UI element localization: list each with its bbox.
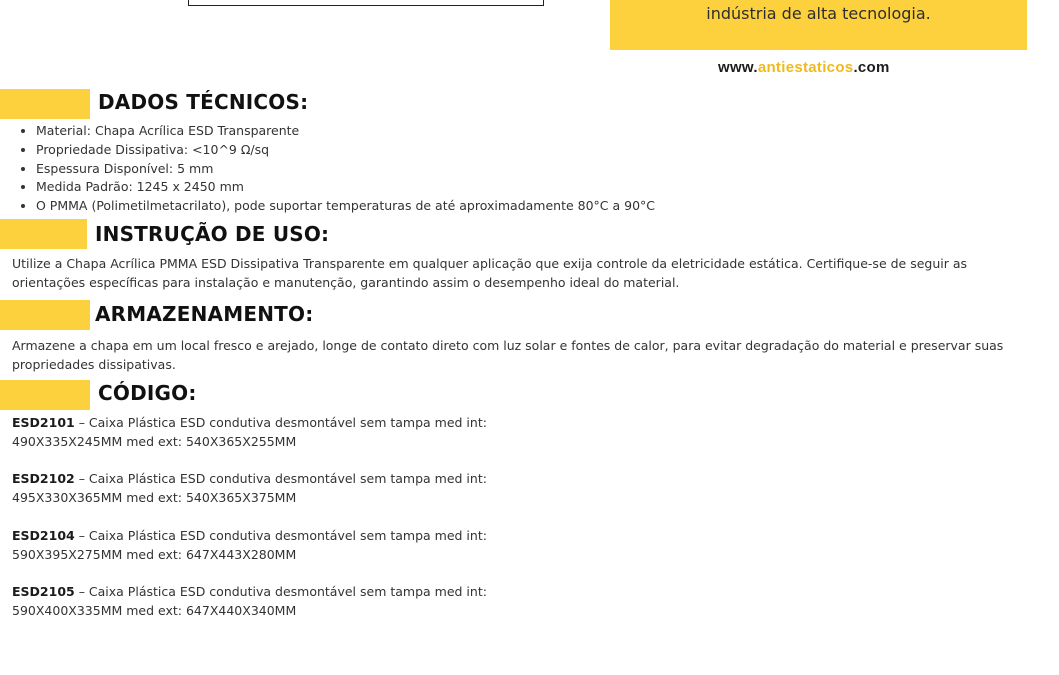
list-item: • Espessura Disponível: 5 mm: [36, 160, 655, 179]
code-description: – Caixa Plástica ESD condutiva desmontável sem tampa med int:: [74, 415, 487, 430]
code-entry: [12, 527, 487, 565]
code-list: [12, 414, 487, 640]
product-code: ESD2104: [12, 527, 75, 543]
url-suffix: .com: [853, 59, 890, 76]
tagline-text: indústria de alta tecnologia.: [706, 4, 931, 23]
top-frame-box: [188, 0, 544, 6]
product-code: ESD2101: [12, 415, 75, 430]
usage-section-title: INSTRUÇÃO DE USO:: [95, 222, 330, 246]
code-dimensions: 495X330X365MM med ext: 540X365X375MM: [12, 490, 297, 506]
code-entry: [12, 470, 487, 508]
code-dimensions: 590X395X275MM med ext: 647X443X280MM: [12, 546, 297, 562]
tech-section-bar: [0, 89, 90, 119]
tagline-banner: [610, 0, 1027, 50]
code-description: – Caixa Plástica ESD condutiva desmontável sem tampa med int:: [74, 471, 487, 487]
website-link[interactable]: [718, 59, 890, 76]
list-item: • Propriedade Dissipativa: <10^9 Ω/sq: [36, 141, 655, 160]
product-code: ESD2105: [12, 584, 75, 600]
code-dimensions: 490X335X245MM med ext: 540X365X255MM: [12, 433, 297, 449]
usage-paragraph: Utilize a Chapa Acrílica PMMA ESD Dissipativa Transparente em qualquer aplicação que exija controle da eletricidade estática. Certifique-se de seguir as orientações específicas para instalação e manutenção, garantindo assim o desempenho ideal do material.: [12, 256, 968, 290]
list-item: • O PMMA (Polimetilmetacrilato), pode suportar temperaturas de até aproximadamente 80°C a 90°C: [36, 197, 655, 216]
tech-spec-list: [18, 122, 655, 216]
tech-section-title: DADOS TÉCNICOS:: [98, 90, 309, 114]
code-entry: [12, 414, 487, 452]
code-entry: [12, 583, 487, 621]
code-description: – Caixa Plástica ESD condutiva desmontável sem tampa med int:: [74, 584, 487, 600]
url-accent: antiestaticos: [757, 59, 854, 76]
codes-section-title: CÓDIGO:: [98, 381, 197, 405]
storage-paragraph: Armazene a chapa em um local fresco e arejado, longe de contato direto com luz solar e fontes de calor, para evitar degradação do material e preservar suas propriedades dissipativas.: [12, 338, 1004, 372]
usage-section-bar: [0, 219, 87, 249]
storage-section-title: ARMAZENAMENTO:: [95, 302, 314, 326]
url-prefix: www.: [718, 59, 758, 76]
code-dimensions: 590X400X335MM med ext: 647X440X340MM: [12, 603, 297, 619]
codes-section-bar: [0, 380, 90, 410]
storage-section-bar: [0, 300, 90, 330]
product-code: ESD2102: [12, 471, 75, 487]
list-item: • Material: Chapa Acrílica ESD Transparente: [36, 122, 655, 141]
list-item: • Medida Padrão: 1245 x 2450 mm: [36, 178, 655, 197]
code-description: – Caixa Plástica ESD condutiva desmontável sem tampa med int:: [74, 527, 487, 543]
